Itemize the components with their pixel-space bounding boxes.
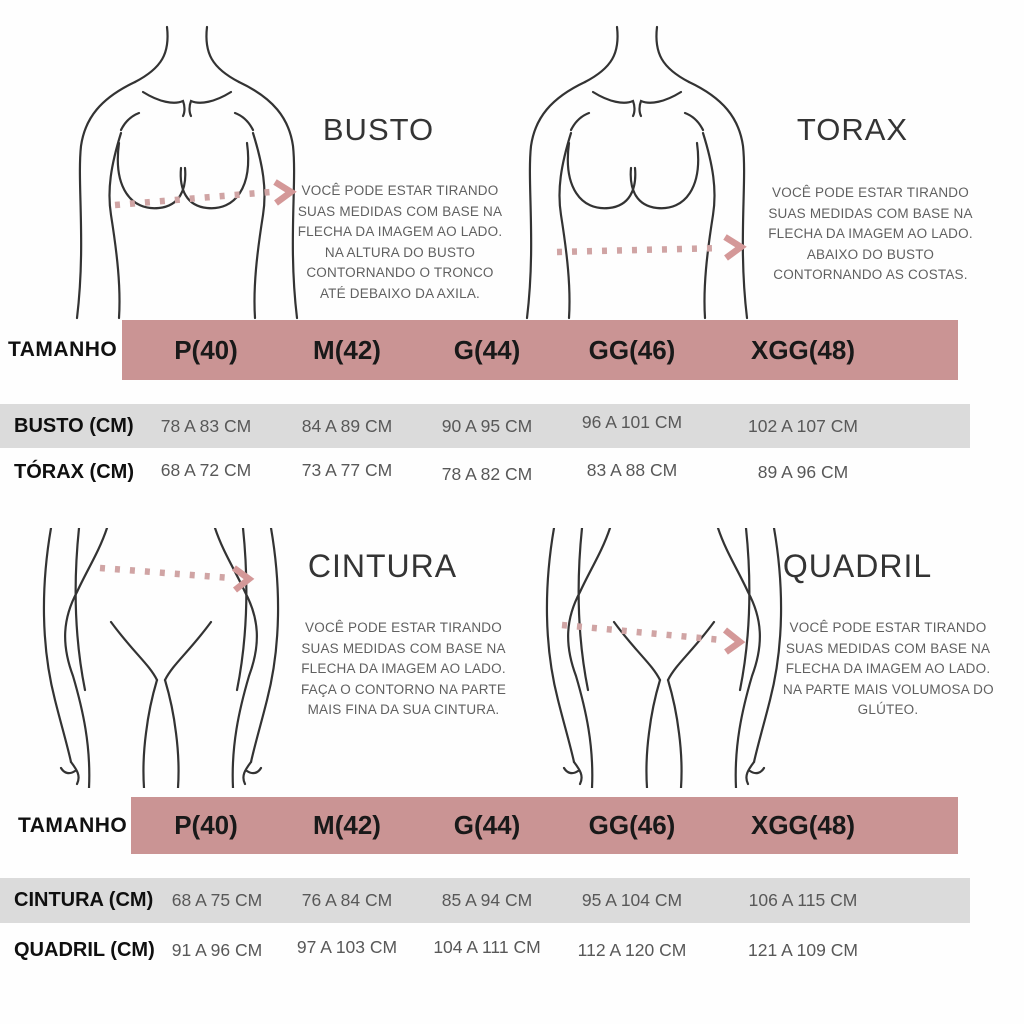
waist-section-title: CINTURA <box>307 548 458 584</box>
bust-arrow-head-icon <box>275 182 291 203</box>
hip-row-label: QUADRIL (CM) <box>14 939 155 961</box>
size-column-header: XGG(48) <box>750 335 856 365</box>
bust-figure-illustration <box>55 25 310 320</box>
bust-section-title: BUSTO <box>322 112 435 147</box>
waist-instruction-line: FAÇA O CONTORNO NA PARTE <box>300 681 507 697</box>
thorax-instruction-line: VOCÊ PODE ESTAR TIRANDO <box>772 185 969 200</box>
bust-instructions <box>295 181 505 304</box>
bust-value: 96 A 101 CM <box>581 412 683 432</box>
waist-row-label: CINTURA (CM) <box>14 889 154 911</box>
bust-value: 90 A 95 CM <box>441 416 533 436</box>
thorax-figure-illustration <box>505 25 760 320</box>
waist-value: 68 A 75 CM <box>171 890 263 910</box>
size-column-header: P(40) <box>174 335 238 365</box>
size-header-label: TAMANHO <box>8 338 118 361</box>
size-column-header: GG(46) <box>588 810 676 840</box>
hip-value: 97 A 103 CM <box>296 937 398 957</box>
waist-figure-illustration <box>15 528 310 788</box>
waist-value: 76 A 84 CM <box>301 890 393 910</box>
thorax-instruction-line: FLECHA DA IMAGEM AO LADO. <box>768 226 973 241</box>
hip-instruction-line: VOCÊ PODE ESTAR TIRANDO <box>789 620 987 635</box>
size-column-header: GG(46) <box>588 335 676 365</box>
thorax-instruction-line: CONTORNANDO AS COSTAS. <box>773 267 968 282</box>
bust-instruction-line: ATÉ DEBAIXO DA AXILA. <box>319 285 480 301</box>
waist-value: 106 A 115 CM <box>748 890 858 910</box>
thorax-value: 78 A 82 CM <box>441 464 533 484</box>
thorax-instruction-line: ABAIXO DO BUSTO <box>806 246 935 262</box>
hip-instruction-line: FLECHA DA IMAGEM AO LADO. <box>785 661 991 676</box>
thorax-value: 73 A 77 CM <box>301 460 393 480</box>
bust-instruction-line: VOCÊ PODE ESTAR TIRANDO <box>301 183 499 198</box>
thorax-row-label: TÓRAX (CM) <box>14 461 134 483</box>
thorax-instruction-line: SUAS MEDIDAS COM BASE NA <box>768 205 973 221</box>
bust-instruction-line: CONTORNANDO O TRONCO <box>306 265 494 280</box>
thorax-value: 68 A 72 CM <box>160 460 252 480</box>
hip-instruction-line: NA PARTE MAIS VOLUMOSA DO <box>783 681 994 697</box>
hip-instruction-line: GLÚTEO. <box>857 702 919 717</box>
bust-value: 78 A 83 CM <box>160 416 252 436</box>
thorax-value: 89 A 96 CM <box>757 462 849 482</box>
bust-instruction-line: FLECHA DA IMAGEM AO LADO. <box>297 224 503 239</box>
hip-measure-arrow <box>562 625 722 640</box>
size-column-header: G(44) <box>453 810 521 840</box>
hip-instruction-line: SUAS MEDIDAS COM BASE NA <box>785 640 991 656</box>
hip-arrow-head-icon <box>725 630 740 652</box>
size-column-header: XGG(48) <box>750 810 856 840</box>
bust-instruction-line: NA ALTURA DO BUSTO <box>324 244 476 260</box>
size-column-header: P(40) <box>174 810 238 840</box>
hip-value: 112 A 120 CM <box>577 940 687 960</box>
hip-value: 91 A 96 CM <box>171 940 263 960</box>
thorax-section-title: TORAX <box>796 112 909 147</box>
waist-instruction-line: MAIS FINA DA SUA CINTURA. <box>307 702 500 717</box>
waist-measure-arrow <box>100 568 231 578</box>
bust-value: 102 A 107 CM <box>748 416 858 436</box>
thorax-instructions <box>763 183 978 286</box>
thorax-value: 83 A 88 CM <box>586 460 678 480</box>
size-column-header: G(44) <box>453 335 521 365</box>
upper-size-table <box>0 320 1024 496</box>
thorax-arrow-head-icon <box>725 237 741 258</box>
waist-instruction-line: SUAS MEDIDAS COM BASE NA <box>301 640 506 656</box>
hip-value: 104 A 111 CM <box>433 937 541 957</box>
waist-value: 95 A 104 CM <box>581 890 683 910</box>
hip-figure-illustration <box>518 528 813 788</box>
hip-value: 121 A 109 CM <box>748 940 858 960</box>
waist-value: 85 A 94 CM <box>441 890 533 910</box>
waist-instruction-line: VOCÊ PODE ESTAR TIRANDO <box>305 620 502 635</box>
waist-instructions <box>297 618 510 721</box>
thorax-measure-arrow <box>557 248 721 252</box>
waist-instruction-line: FLECHA DA IMAGEM AO LADO. <box>301 661 506 676</box>
hip-instructions <box>783 618 993 721</box>
bust-value: 84 A 89 CM <box>301 416 393 436</box>
size-column-header: M(42) <box>313 335 381 365</box>
lower-size-table <box>0 797 1024 977</box>
size-column-header: M(42) <box>313 810 381 840</box>
size-header-label: TAMANHO <box>18 814 128 837</box>
bust-row-label: BUSTO (CM) <box>14 415 134 437</box>
bust-instruction-line: SUAS MEDIDAS COM BASE NA <box>297 203 503 219</box>
hip-section-title: QUADRIL <box>782 548 933 584</box>
